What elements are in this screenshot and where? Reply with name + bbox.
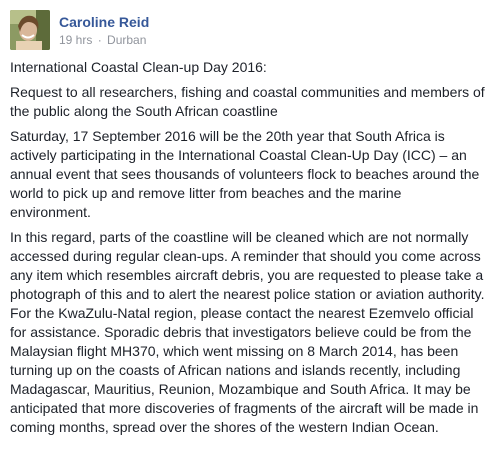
post-paragraph: Request to all researchers, fishing and coastal communities and members of the public along the South African coastline xyxy=(10,84,485,119)
post-header xyxy=(10,0,486,50)
post-meta xyxy=(59,10,149,48)
post-paragraph: International Coastal Clean-up Day 2016: xyxy=(10,59,267,75)
post-paragraph: In this regard, parts of the coastline will be cleaned which are not normally accessed during regular clean-ups. A reminder that should you come across any item which resembles aircraft debris, you are requested to please take a photograph of this and to alert the nearest police station or aviation authority. For the KwaZulu-Natal region, please contact the nearest Ezemvelo official for assistance. Sporadic debris that investigators believe could be from the Malaysian flight MH370, which went missing on 8 March 2014, has been turning up on the coasts of African nations and islands recently, including Madagascar, Mauritius, Reunion, Mozambique and South Africa. It may be anticipated that more discoveries of fragments of the aircraft will be made in coming months, spread over the shores of the western Indian Ocean. xyxy=(10,229,485,435)
avatar[interactable] xyxy=(10,10,50,50)
meta-separator: · xyxy=(97,33,102,47)
post-body xyxy=(10,58,486,437)
author-name[interactable]: Caroline Reid xyxy=(59,14,150,30)
timestamp[interactable]: 19 hrs xyxy=(59,33,93,47)
post-paragraph: Saturday, 17 September 2016 will be the 20th year that South Africa is actively participating in the International Coastal Clean-Up Day (ICC) – an annual event that sees thousands of volunteers flock to beaches around the world to pick up and remove litter from beaches and the marine environment. xyxy=(10,128,480,220)
post-subline xyxy=(59,32,149,48)
location[interactable]: Durban xyxy=(107,33,147,47)
